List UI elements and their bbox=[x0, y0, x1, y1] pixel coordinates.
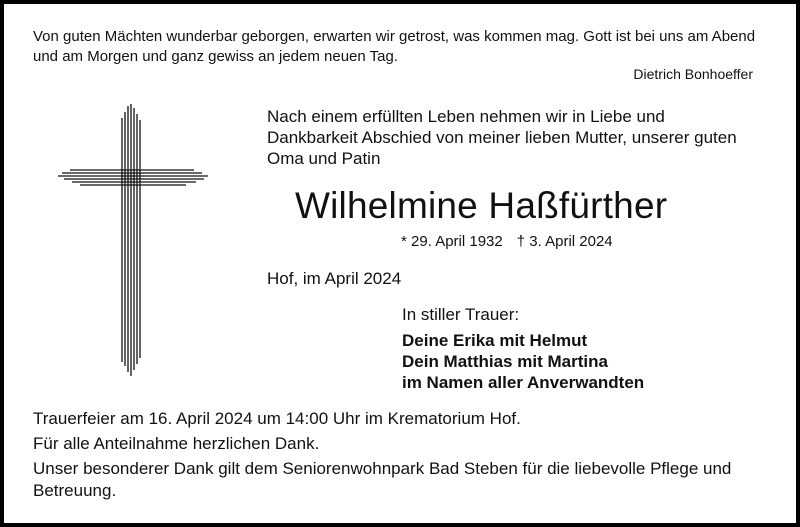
life-dates bbox=[401, 233, 613, 250]
mourner-line: Deine Erika mit Helmut bbox=[402, 331, 588, 350]
birth-date: * 29. April 1932 bbox=[401, 233, 503, 250]
cross-icon bbox=[58, 104, 210, 376]
quote-author: Dietrich Bonhoeffer bbox=[633, 66, 753, 82]
funeral-info: Trauerfeier am 16. April 2024 um 14:00 Uhr im Krematorium Hof. bbox=[33, 409, 521, 428]
mourning-intro: In stiller Trauer: bbox=[402, 305, 520, 324]
quote-text: Von guten Mächten wunderbar geborgen, erwarten wir getrost, was kommen mag. Gott ist bei uns am Abend und am Morgen und ganz gewiss an jedem neuen Tag. bbox=[33, 28, 756, 65]
intro-text: Nach einem erfüllten Leben nehmen wir in Liebe und Dankbarkeit Abschied von meiner lieben Mutter, unserer guten Oma und Patin bbox=[267, 107, 737, 168]
mourner-line: Dein Matthias mit Martina bbox=[402, 352, 608, 371]
deceased-name: Wilhelmine Haßfürther bbox=[295, 185, 668, 226]
place-date: Hof, im April 2024 bbox=[267, 269, 402, 288]
death-date: † 3. April 2024 bbox=[516, 233, 613, 250]
mourner-line: im Namen aller Anverwandten bbox=[402, 373, 645, 392]
thanks-line: Unser besonderer Dank gilt dem Seniorenwohnpark Bad Steben für die liebevolle Pflege und Betreuung. bbox=[33, 459, 732, 500]
thanks-line: Für alle Anteilnahme herzlichen Dank. bbox=[33, 434, 320, 453]
mourners-list bbox=[402, 330, 644, 393]
